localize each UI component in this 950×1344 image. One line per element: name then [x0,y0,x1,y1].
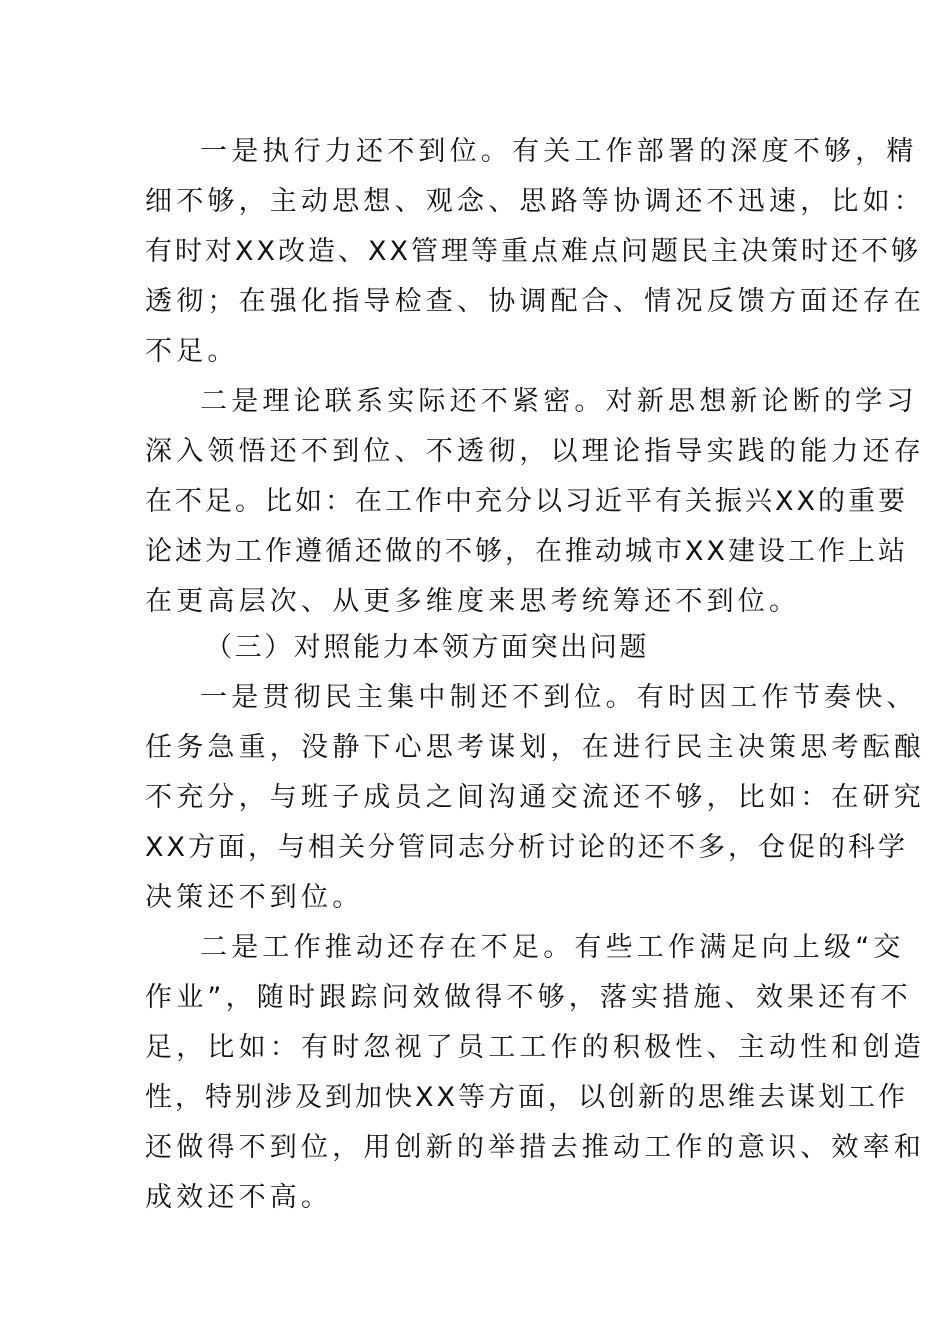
para2-line3: 在不足。比如：在工作中充分以习近平有关振兴XX的重要 [145,486,908,517]
para2-line5: 在更高层次、从更多维度来思考统筹还不到位。 [145,586,801,617]
para4-line3: 足，比如：有时忽视了员工工作的积极性、主动性和创造 [145,1032,925,1063]
para3-line4: XX方面，与相关分管同志分析讨论的还不多，仓促的科学 [145,832,908,863]
para3-line2: 任务急重，没静下心思考谋划，在进行民主决策思考酝酿 [145,732,925,763]
para4-line2: 作业”，随时跟踪问效做得不够，落实措施、效果还有不 [145,982,912,1013]
section-heading: （三）对照能力本领方面突出问题 [205,632,649,663]
para1-line5: 不足。 [145,336,239,367]
para3-line3: 不充分，与班子成员之间沟通交流还不够，比如：在研究 [145,782,925,813]
para1-line1: 一是执行力还不到位。有关工作部署的深度不够，精 [200,136,918,167]
para4-line6: 成效还不高。 [145,1182,333,1213]
para2-line1: 二是理论联系实际还不紧密。对新思想新论断的学习 [200,386,918,417]
para1-line3: 有时对XX改造、XX管理等重点难点问题民主决策时还不够 [145,236,921,267]
para4-line1: 二是工作推动还存在不足。有些工作满足向上级“交 [200,932,905,963]
para3-line5: 决策还不到位。 [145,882,364,913]
para1-line4: 透彻；在强化指导检查、协调配合、情况反馈方面还存在 [145,286,925,317]
para4-line4: 性，特别涉及到加快XX等方面，以创新的思维去谋划工作 [145,1082,908,1113]
para2-line4: 论述为工作遵循还做的不够，在推动城市XX建设工作上站 [145,536,908,567]
para3-line1: 一是贯彻民主集中制还不到位。有时因工作节奏快、 [200,682,918,713]
para4-line5: 还做得不到位，用创新的举措去推动工作的意识、效率和 [145,1132,925,1163]
para1-line2: 细不够，主动思想、观念、思路等协调还不迅速，比如： [145,186,925,217]
para2-line2: 深入领悟还不到位、不透彻，以理论指导实践的能力还存 [145,436,925,467]
